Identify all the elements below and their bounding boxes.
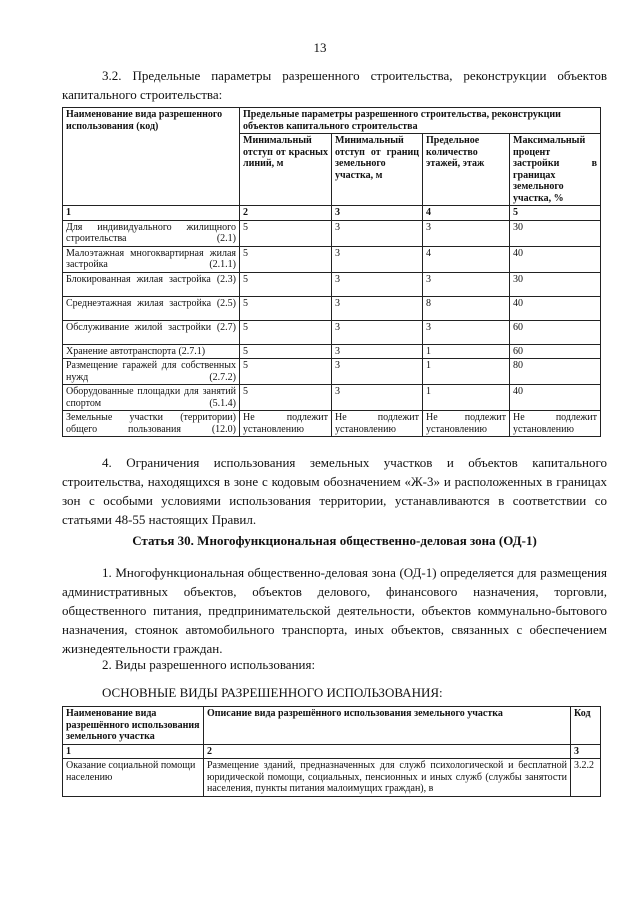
section-3-2-heading: 3.2. Предельные параметры разрешенного строительства, реконструкции объектов капитального строительства: xyxy=(62,68,607,102)
row-use-name: Обслуживание жилой застройки (2.7) xyxy=(63,320,240,344)
table-header-row xyxy=(63,707,601,745)
table-row xyxy=(63,359,601,385)
col-number: 2 xyxy=(204,744,571,759)
row-red-lines: 5 xyxy=(240,296,332,320)
row-plot-borders: 3 xyxy=(332,246,423,272)
header-use-type: Наименование вида разрешенного использования (код) xyxy=(63,108,240,206)
row-code: 3.2.2 xyxy=(571,759,601,797)
row-plot-borders: 3 xyxy=(332,359,423,385)
section-4-paragraph: 4. Ограничения использования земельных участков и объектов капитального строительства, находящихся в зоне с кодовым обозначением «Ж-3» и расположенных в границах зон с особыми условиями использования территории, устанавливаются в соответствии со статьями 48-55 настоящих Правил. xyxy=(62,455,607,527)
row-plot-borders: 3 xyxy=(332,320,423,344)
row-use-name: Оказание социальной помощи населению xyxy=(63,759,204,797)
article-30-title: Статья 30. Многофункциональная общественно-деловая зона (ОД-1) xyxy=(132,533,537,548)
row-coverage: 40 xyxy=(510,385,601,411)
col-number: 3 xyxy=(332,206,423,221)
row-coverage: 30 xyxy=(510,220,601,246)
table-number-row xyxy=(63,206,601,221)
table-number-row xyxy=(63,744,601,759)
col-number: 1 xyxy=(63,206,240,221)
article-paragraph-1: 1. Многофункциональная общественно-деловая зона (ОД-1) определяется для размещения административных объектов, объектов делового, финансового назначения, торговли, общественного питания, предпринимательской деятельности, объектов коммунально-бытового назначения, стоянок автомобильного транспорта, иных объектов, связанных с обеспечением жизнедеятельности граждан. xyxy=(62,565,607,656)
row-floors: 1 xyxy=(423,385,510,411)
table-header-row xyxy=(63,108,601,134)
table-row xyxy=(63,296,601,320)
table-row xyxy=(63,759,601,797)
row-red-lines: 5 xyxy=(240,320,332,344)
table-row xyxy=(63,411,601,437)
row-red-lines: 5 xyxy=(240,272,332,296)
parameters-table xyxy=(62,107,601,437)
table-row xyxy=(63,220,601,246)
row-floors: Не подлежит установлению xyxy=(423,411,510,437)
row-plot-borders: 3 xyxy=(332,272,423,296)
row-coverage: 40 xyxy=(510,246,601,272)
basic-uses-title: ОСНОВНЫЕ ВИДЫ РАЗРЕШЕННОГО ИСПОЛЬЗОВАНИЯ: xyxy=(102,685,443,700)
row-use-name: Малоэтажная многоквартирная жилая застройка (2.1.1) xyxy=(63,246,240,272)
row-coverage: 40 xyxy=(510,296,601,320)
row-plot-borders: Не подлежит установлению xyxy=(332,411,423,437)
row-plot-borders: 3 xyxy=(332,344,423,359)
row-use-name: Земельные участки (территории) общего пользования (12.0) xyxy=(63,411,240,437)
row-use-name: Хранение автотранспорта (2.7.1) xyxy=(63,344,240,359)
header-code: Код xyxy=(571,707,601,745)
header-limits-group: Предельные параметры разрешенного строительства, реконструкции объектов капитального строительства xyxy=(240,108,601,134)
row-coverage: 60 xyxy=(510,320,601,344)
col-number: 4 xyxy=(423,206,510,221)
table-row xyxy=(63,246,601,272)
article-paragraph-2: 2. Виды разрешенного использования: xyxy=(102,657,316,672)
row-red-lines: 5 xyxy=(240,220,332,246)
row-coverage: 60 xyxy=(510,344,601,359)
col-number: 5 xyxy=(510,206,601,221)
row-plot-borders: 3 xyxy=(332,385,423,411)
row-coverage: 80 xyxy=(510,359,601,385)
row-red-lines: 5 xyxy=(240,385,332,411)
header-use-name: Наименование вида разрешённого использования земельного участка xyxy=(63,707,204,745)
row-plot-borders: 3 xyxy=(332,220,423,246)
col-number: 2 xyxy=(240,206,332,221)
table-row xyxy=(63,272,601,296)
uses-table xyxy=(62,706,601,797)
table-row xyxy=(63,385,601,411)
row-use-name: Для индивидуального жилищного строительства (2.1) xyxy=(63,220,240,246)
row-floors: 3 xyxy=(423,320,510,344)
table-row xyxy=(63,344,601,359)
row-floors: 8 xyxy=(423,296,510,320)
row-use-name: Среднеэтажная жилая застройка (2.5) xyxy=(63,296,240,320)
row-red-lines: Не подлежит установлению xyxy=(240,411,332,437)
row-floors: 3 xyxy=(423,220,510,246)
row-use-name: Блокированная жилая застройка (2.3) xyxy=(63,272,240,296)
row-use-name: Оборудованные площадки для занятий спортом (5.1.4) xyxy=(63,385,240,411)
row-use-name: Размещение гаражей для собственных нужд (2.7.2) xyxy=(63,359,240,385)
row-red-lines: 5 xyxy=(240,359,332,385)
header-red-lines: Минимальный отступ от красных линий, м xyxy=(240,134,332,206)
row-description: Размещение зданий, предназначенных для служб психологической и бесплатной юридической помощи, социальных, пенсионных и иных служб (службы занятости населения, пункты питания малоимущих граждан), в xyxy=(204,759,571,797)
col-number: 3 xyxy=(571,744,601,759)
row-coverage: 30 xyxy=(510,272,601,296)
table-row xyxy=(63,320,601,344)
header-floors: Предельное количество этажей, этаж xyxy=(423,134,510,206)
row-floors: 1 xyxy=(423,359,510,385)
header-description: Описание вида разрешённого использования земельного участка xyxy=(204,707,571,745)
row-red-lines: 5 xyxy=(240,344,332,359)
row-plot-borders: 3 xyxy=(332,296,423,320)
row-red-lines: 5 xyxy=(240,246,332,272)
page-number: 13 xyxy=(313,40,327,55)
header-coverage: Максимальный процент застройки в границах земельного участка, % xyxy=(510,134,601,206)
col-number: 1 xyxy=(63,744,204,759)
row-floors: 1 xyxy=(423,344,510,359)
row-floors: 3 xyxy=(423,272,510,296)
row-coverage: Не подлежит установлению xyxy=(510,411,601,437)
row-floors: 4 xyxy=(423,246,510,272)
header-plot-borders: Минимальный отступ от границ земельного участка, м xyxy=(332,134,423,206)
